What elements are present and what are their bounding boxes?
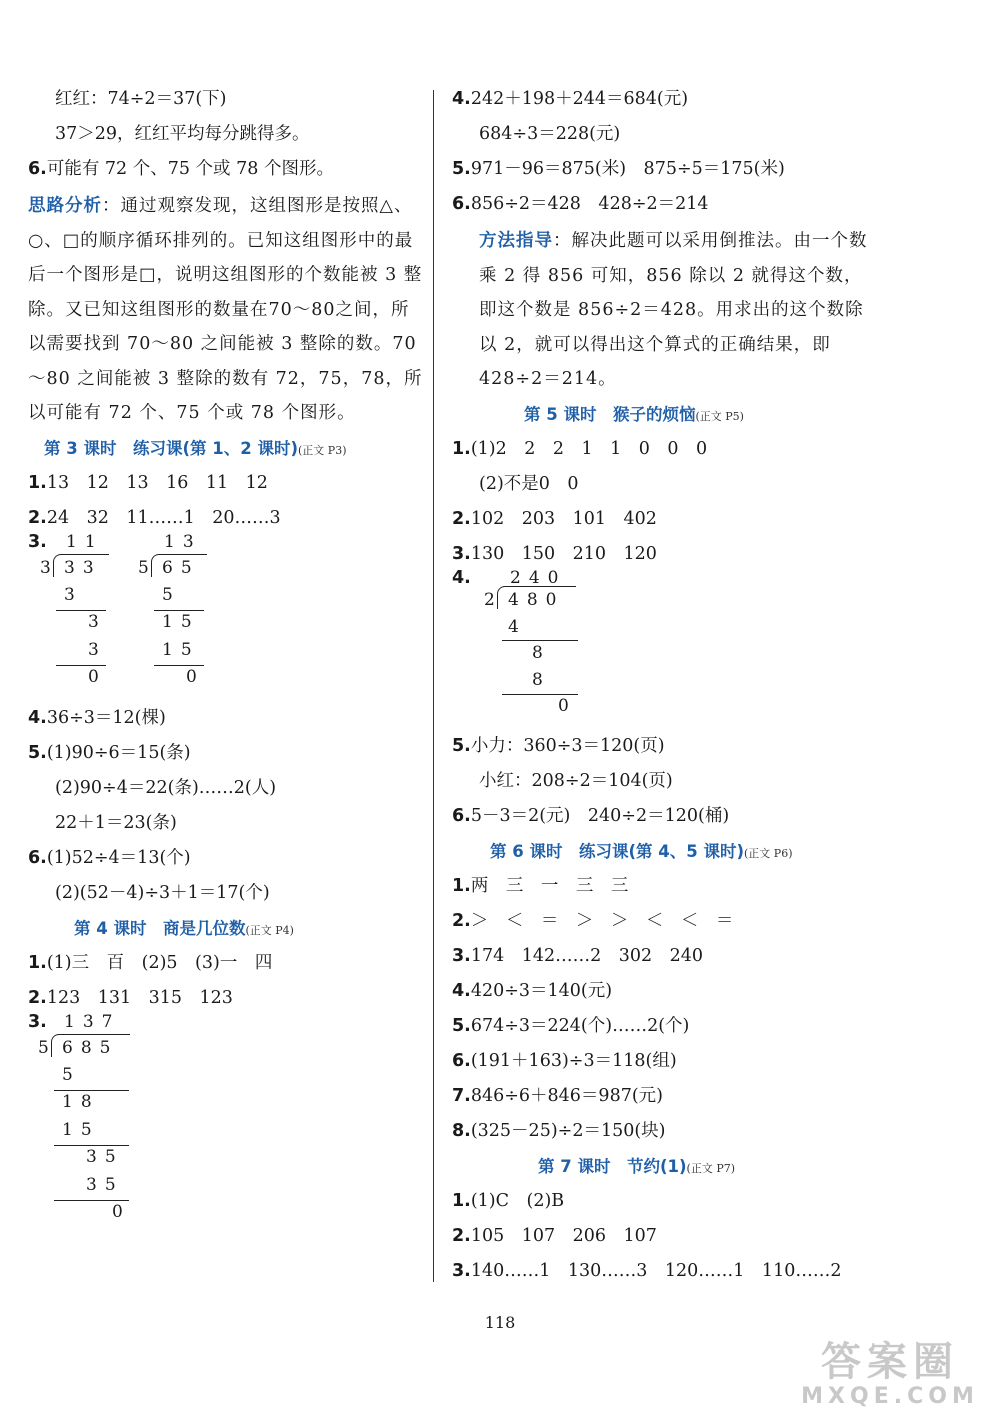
answer-text: 105 107 206 107 — [470, 1225, 657, 1246]
remainder: 0 — [112, 1201, 131, 1222]
answer-text: (1)C (2)B — [470, 1190, 565, 1211]
section-heading-lesson-5 — [452, 397, 872, 432]
section-heading-lesson-7 — [452, 1149, 872, 1184]
quotient: 11 — [66, 531, 104, 552]
question-number: 1. — [452, 1190, 471, 1211]
division-line — [54, 1200, 129, 1201]
analysis-paragraph — [28, 187, 423, 431]
question-number: 6. — [28, 847, 47, 868]
answer-text: 可能有 72 个、75 个或 78 个图形。 — [46, 159, 334, 179]
answer-line: 红红：74÷2＝37(下) — [55, 89, 227, 109]
section-title: 第 4 课时 商是几位数 — [74, 918, 246, 938]
question-number: 6. — [452, 805, 471, 826]
answer-line — [452, 1009, 872, 1044]
answer-line — [452, 1219, 872, 1254]
answer-text: 123 131 315 123 — [46, 987, 233, 1008]
question-number: 1. — [28, 952, 47, 973]
answer-line — [28, 841, 423, 876]
answer-text: 420÷3＝140(元) — [470, 980, 613, 1001]
answer-text: 5－3＝2(元) 240÷2＝120(桶) — [470, 805, 730, 826]
answer-line — [452, 869, 872, 904]
long-division-group — [452, 567, 872, 729]
question-number: 4. — [28, 707, 47, 728]
remainder: 0 — [186, 666, 205, 687]
answer-line — [28, 736, 423, 771]
answer-text: 846÷6＋846＝987(元) — [470, 1085, 663, 1106]
watermark-bottom: MXQE.COM — [801, 1384, 979, 1409]
question-number: 1. — [28, 472, 47, 493]
answer-line — [28, 946, 423, 981]
section-ref: (正文 P6) — [744, 846, 793, 860]
question-number: 5. — [452, 1015, 471, 1036]
question-number: 2. — [28, 507, 47, 528]
long-division-33-by-3 — [36, 531, 136, 696]
section-title: 第 6 课时 练习课(第 4、5 课时) — [490, 841, 745, 861]
dividend: 33 — [64, 557, 102, 578]
step: 3 — [64, 584, 83, 605]
answer-text: (2)90÷4＝22(条)……2(人) — [55, 777, 277, 798]
step: 3 — [88, 611, 107, 632]
divisor: 5 — [38, 1037, 57, 1058]
answer-line — [452, 432, 872, 467]
question-number: 3. — [452, 945, 471, 966]
question-number: 7. — [452, 1085, 471, 1106]
analysis-label: 思路分析 — [28, 196, 102, 216]
column-divider — [433, 90, 434, 1282]
answer-line — [452, 1254, 872, 1289]
step: 5 — [62, 1064, 81, 1085]
page-number: 118 — [484, 1313, 516, 1332]
question-number: 4. — [452, 89, 471, 109]
question-number: 4. — [452, 567, 471, 588]
step: 15 — [162, 611, 200, 632]
question-number: 6. — [28, 159, 47, 179]
step: 35 — [86, 1146, 124, 1167]
answer-line — [28, 701, 423, 736]
section-ref: (正文 P3) — [298, 443, 347, 457]
quotient: 137 — [64, 1011, 121, 1032]
answer-line — [28, 806, 423, 841]
question-number: 4. — [452, 980, 471, 1001]
remainder: 0 — [558, 695, 577, 716]
answer-line — [28, 501, 423, 536]
section-heading-lesson-6 — [452, 834, 872, 869]
answer-text: 24 32 11……1 20……3 — [46, 507, 281, 528]
question-number: 3. — [452, 543, 471, 564]
question-number: 5. — [452, 735, 471, 756]
answer-line — [452, 939, 872, 974]
divisor: 2 — [484, 589, 503, 610]
step: 15 — [62, 1119, 100, 1140]
section-title: 第 3 课时 练习课(第 1、2 课时) — [44, 438, 299, 458]
answer-text: 856÷2＝428 428÷2＝214 — [470, 194, 709, 214]
question-number: 5. — [28, 742, 47, 763]
question-number: 8. — [452, 1120, 471, 1141]
answer-line — [452, 152, 872, 187]
division-line — [54, 1090, 129, 1091]
answer-line — [452, 974, 872, 1009]
answer-line — [452, 799, 872, 834]
long-division-group — [28, 1011, 423, 1236]
answer-text: 102 203 101 402 — [470, 508, 657, 529]
step: 15 — [162, 639, 200, 660]
answer-text: 小红：208÷2＝104(页) — [479, 770, 673, 791]
answer-line — [452, 187, 872, 222]
question-number: 3. — [28, 531, 47, 552]
question-number: 1. — [452, 875, 471, 896]
divisor: 5 — [138, 557, 157, 578]
question-number: 2. — [452, 508, 471, 529]
watermark-logo — [792, 1340, 988, 1420]
answer-text: 174 142……2 302 240 — [470, 945, 704, 966]
question-number: 2. — [28, 987, 47, 1008]
question-number: 2. — [452, 910, 471, 931]
section-title: 第 5 课时 猴子的烦恼 — [524, 404, 696, 424]
watermark-top: 答案圈 — [821, 1339, 959, 1385]
step: 3 — [88, 639, 107, 660]
left-column — [28, 82, 423, 1236]
question-number: 3. — [452, 1260, 471, 1281]
answer-line — [28, 876, 423, 911]
quotient: 240 — [510, 567, 567, 588]
answer-text: (1)2 2 2 1 1 0 0 0 — [470, 438, 708, 459]
step: 8 — [532, 642, 551, 663]
division-line — [502, 640, 578, 641]
answer-line — [452, 904, 872, 939]
answer-line — [452, 764, 872, 799]
answer-line — [452, 117, 872, 152]
dividend: 480 — [508, 589, 565, 610]
division-line — [54, 1145, 129, 1146]
answer-line — [452, 1044, 872, 1079]
section-ref: (正文 P5) — [695, 409, 744, 423]
answer-text: (1)52÷4＝13(个) — [46, 847, 191, 868]
right-column — [452, 82, 872, 1289]
answer-line — [452, 82, 872, 117]
answer-text: 36÷3＝12(棵) — [46, 707, 166, 728]
long-division-group — [28, 531, 423, 701]
answer-line — [452, 729, 872, 764]
answer-text: (2)不是0 0 — [479, 473, 579, 494]
section-heading-lesson-4 — [28, 911, 423, 946]
question-number: 2. — [452, 1225, 471, 1246]
answer-text: ＞ ＜ ＝ ＞ ＞ ＜ ＜ ＝ — [470, 910, 734, 931]
answer-text: 小力：360÷3＝120(页) — [470, 735, 665, 756]
divisor: 3 — [40, 557, 59, 578]
answer-text: 674÷3＝224(个)……2(个) — [470, 1015, 690, 1036]
long-division-480-by-2 — [482, 567, 612, 722]
answer-text: (2)(52－4)÷3＋1＝17(个) — [55, 882, 270, 903]
answer-text: 130 150 210 120 — [470, 543, 657, 564]
step: 18 — [62, 1091, 100, 1112]
answer-text: 13 12 13 16 11 12 — [46, 472, 268, 493]
long-division-685-by-5 — [36, 1011, 166, 1231]
answer-line — [28, 152, 423, 187]
answer-text: (1)90÷6＝15(条) — [46, 742, 191, 763]
answer-text: (1)三 百 (2)5 (3)一 四 — [46, 952, 273, 973]
long-division-65-by-5 — [134, 531, 234, 696]
answer-line — [28, 771, 423, 806]
section-ref: (正文 P4) — [245, 923, 294, 937]
answer-text: (325－25)÷2＝150(块) — [470, 1120, 666, 1141]
dividend: 685 — [62, 1037, 119, 1058]
method-label: 方法指导 — [479, 231, 553, 251]
answer-line — [452, 1184, 872, 1219]
section-heading-lesson-3 — [28, 431, 423, 466]
step: 4 — [508, 616, 527, 637]
quotient: 13 — [164, 531, 202, 552]
answer-line — [452, 502, 872, 537]
division-line — [56, 665, 106, 666]
question-number: 5. — [452, 159, 471, 179]
answer-text: 684÷3＝228(元) — [479, 124, 621, 144]
answer-line — [28, 466, 423, 501]
step: 8 — [532, 669, 551, 690]
answer-line — [452, 1079, 872, 1114]
answer-text: 140……1 130……3 120……1 110……2 — [470, 1260, 842, 1281]
answer-line: 37＞29，红红平均每分跳得多。 — [55, 124, 310, 144]
step: 35 — [86, 1174, 124, 1195]
answer-text: 22＋1＝23(条) — [55, 812, 177, 833]
answer-text: 242＋198＋244＝684(元) — [470, 89, 689, 109]
section-title: 第 7 课时 节约(1) — [538, 1156, 687, 1176]
question-number: 1. — [452, 438, 471, 459]
answer-text: 971－96＝875(米) 875÷5＝175(米) — [470, 159, 785, 179]
analysis-text: ：通过观察发现，这组图形是按照△、○、□的顺序循环排列的。已知这组图形中的最后一个图形是□，说明这组图形的个数能被 3 整除。又已知这组图形的数量在70～80之间，所以需要找到 70～80 之间能被 3 整除的数。70～80 之间能被 3 整除的数有 72，75，78，所以可能有 72 个、75 个或 78 个图形。 — [28, 196, 423, 423]
answer-text: 两 三 一 三 三 — [470, 875, 629, 896]
division-line — [154, 665, 204, 666]
answer-line — [452, 467, 872, 502]
division-line — [502, 694, 578, 695]
question-number: 6. — [452, 1050, 471, 1071]
dividend: 65 — [162, 557, 200, 578]
question-number: 3. — [28, 1011, 47, 1032]
answer-line — [452, 537, 872, 572]
remainder: 0 — [88, 666, 107, 687]
answer-text: (191＋163)÷3＝118(组) — [470, 1050, 677, 1071]
section-ref: (正文 P7) — [686, 1161, 736, 1175]
division-line — [56, 610, 106, 611]
method-paragraph — [452, 222, 872, 397]
answer-line — [28, 981, 423, 1016]
step: 5 — [162, 584, 181, 605]
method-text: ：解决此题可以采用倒推法。由一个数乘 2 得 856 可知，856 除以 2 就得这个数，即这个数是 856÷2＝428。用求出的这个数除以 2，就可以得出这个算式的正确结果，即428÷2＝214。 — [479, 231, 868, 389]
answer-line — [452, 1114, 872, 1149]
division-line — [154, 610, 204, 611]
question-number: 6. — [452, 194, 471, 214]
